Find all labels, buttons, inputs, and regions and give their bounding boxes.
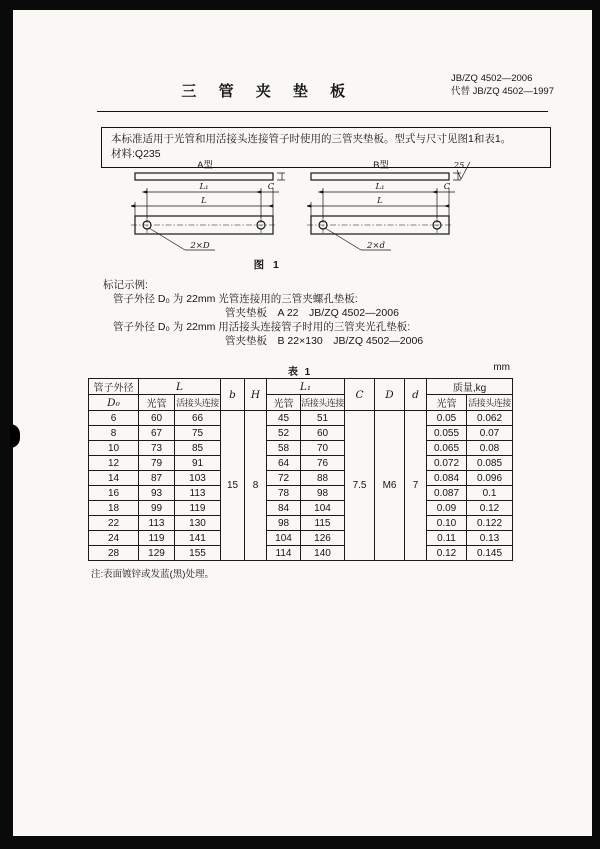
col-subheader-mass-plain: 光管 (427, 395, 467, 411)
cell-L-union: 103 (175, 471, 221, 486)
marking-example2-desc: 管子外径 D₀ 为 22mm 用活接头连接管子时用的三管夹光孔垫板: (113, 321, 411, 333)
hole-callout-a: 2×D (190, 241, 210, 251)
cell-mass-plain: 0.05 (427, 411, 467, 426)
cell-L1-plain: 64 (267, 456, 301, 471)
cell-L-plain: 99 (139, 501, 175, 516)
cell-mass-union: 0.1 (467, 486, 513, 501)
table-row (89, 441, 513, 456)
dim-L-label-a: L (201, 196, 207, 206)
table-row (89, 456, 513, 471)
cell-L1-plain: 78 (267, 486, 301, 501)
cell-d0: 10 (89, 441, 139, 456)
cell-b-merged: 15 (221, 411, 245, 561)
table-caption: 表 1 (287, 367, 313, 378)
table-row (89, 531, 513, 546)
cell-L-union: 113 (175, 486, 221, 501)
cell-L1-plain: 104 (267, 531, 301, 546)
cell-d0: 22 (89, 516, 139, 531)
cell-L-plain: 87 (139, 471, 175, 486)
cell-mass-union: 0.12 (467, 501, 513, 516)
cell-L1-plain: 72 (267, 471, 301, 486)
cell-d0: 14 (89, 471, 139, 486)
col-header-pipe-od: 管子外径 (89, 379, 139, 395)
cell-mass-union: 0.085 (467, 456, 513, 471)
title-rule (97, 111, 548, 112)
cell-mass-plain: 0.09 (427, 501, 467, 516)
cell-mass-union: 0.145 (467, 546, 513, 561)
cell-mass-plain: 0.087 (427, 486, 467, 501)
cell-L-union: 141 (175, 531, 221, 546)
marking-example2-code: 管夹垫板 B 22×130 JB/ZQ 4502—2006 (225, 335, 424, 347)
cell-L1-plain: 45 (267, 411, 301, 426)
col-header-C: C (345, 379, 375, 411)
cell-mass-union: 0.122 (467, 516, 513, 531)
col-header-d0: D₀ (89, 395, 139, 411)
side-view-a (135, 173, 273, 180)
col-subheader-L1-plain: 光管 (267, 395, 301, 411)
col-subheader-L-plain: 光管 (139, 395, 175, 411)
marking-example1-code: 管夹垫板 A 22 JB/ZQ 4502—2006 (225, 307, 399, 319)
dim-L1-label-b: L₁ (375, 182, 385, 192)
page-title: 三 管 夹 垫 板 (181, 83, 355, 100)
marking-example1-desc: 管子外径 D₀ 为 22mm 光管连接用的三管夹螺孔垫板: (113, 293, 358, 305)
cell-L-plain: 60 (139, 411, 175, 426)
document-page (13, 10, 592, 836)
col-header-L1: L₁ (267, 379, 345, 395)
cell-L-union: 119 (175, 501, 221, 516)
col-subheader-L-union: 活接头连接 (175, 395, 221, 411)
table-row (89, 546, 513, 561)
cell-C-merged: 7.5 (345, 411, 375, 561)
cell-L1-union: 104 (301, 501, 345, 516)
cell-d0: 24 (89, 531, 139, 546)
cell-L-union: 75 (175, 426, 221, 441)
cell-L-plain: 79 (139, 456, 175, 471)
cell-L-plain: 119 (139, 531, 175, 546)
cell-L-plain: 129 (139, 546, 175, 561)
cell-L1-union: 76 (301, 456, 345, 471)
cell-L-plain: 73 (139, 441, 175, 456)
cell-mass-union: 0.07 (467, 426, 513, 441)
dim-C-label-b: C (443, 182, 451, 192)
cell-L-union: 85 (175, 441, 221, 456)
dim-L1-label-a: L₁ (199, 182, 209, 192)
cell-mass-plain: 0.11 (427, 531, 467, 546)
cell-L-plain: 113 (139, 516, 175, 531)
cell-L1-plain: 58 (267, 441, 301, 456)
cell-L1-union: 51 (301, 411, 345, 426)
scope-text: 本标准适用于光管和用活接头连接管子时使用的三管夹垫板。型式与尺寸见图1和表1。 (111, 133, 512, 145)
cell-d0: 16 (89, 486, 139, 501)
cell-L1-union: 88 (301, 471, 345, 486)
cell-d0: 8 (89, 426, 139, 441)
dim-C-label-a: C (267, 182, 275, 192)
material-text: 材料:Q235 (111, 148, 161, 160)
spec-table-body (89, 411, 513, 561)
spec-table (88, 378, 513, 561)
cell-D-merged: M6 (375, 411, 405, 561)
cell-mass-union: 0.08 (467, 441, 513, 456)
type-a-label: A型 (197, 160, 213, 171)
cell-L1-plain: 84 (267, 501, 301, 516)
cell-d0: 28 (89, 546, 139, 561)
table-row (89, 501, 513, 516)
table-row (89, 411, 513, 426)
cell-mass-union: 0.062 (467, 411, 513, 426)
cell-L1-union: 60 (301, 426, 345, 441)
cell-L-union: 91 (175, 456, 221, 471)
side-view-b (311, 173, 449, 180)
col-header-b: b (221, 379, 245, 411)
marking-examples (103, 278, 423, 348)
marking-heading: 标记示例: (103, 279, 148, 291)
table-unit: mm (493, 362, 510, 373)
table-row (89, 426, 513, 441)
col-subheader-L1-union: 活接头连接 (301, 395, 345, 411)
cell-L-plain: 93 (139, 486, 175, 501)
type-a-drawing (131, 160, 301, 266)
standard-number: JB/ZQ 4502—2006 (451, 73, 533, 84)
cell-d0: 12 (89, 456, 139, 471)
type-b-label: B型 (373, 160, 389, 171)
cell-d-merged: 7 (405, 411, 427, 561)
cell-L-plain: 67 (139, 426, 175, 441)
cell-L1-plain: 52 (267, 426, 301, 441)
cell-mass-union: 0.096 (467, 471, 513, 486)
col-header-D: D (375, 379, 405, 411)
cell-d0: 18 (89, 501, 139, 516)
cell-mass-plain: 0.12 (427, 546, 467, 561)
cell-L1-plain: 114 (267, 546, 301, 561)
cell-d0: 6 (89, 411, 139, 426)
cell-L1-union: 126 (301, 531, 345, 546)
roughness-value: 25 (453, 161, 465, 171)
table-row (89, 486, 513, 501)
replaced-standard: 代替 JB/ZQ 4502—1997 (451, 86, 554, 97)
hole-callout-b: 2×d (367, 241, 385, 251)
cell-L1-union: 140 (301, 546, 345, 561)
col-header-mass: 质量,kg (427, 379, 513, 395)
table-row (89, 471, 513, 486)
dim-L-label-b: L (377, 196, 383, 206)
type-b-drawing (307, 160, 477, 266)
cell-mass-plain: 0.10 (427, 516, 467, 531)
col-header-d: d (405, 379, 427, 411)
table-note: 注:表面镀锌或发蓝(黑)处理。 (91, 569, 214, 580)
cell-L-union: 130 (175, 516, 221, 531)
cell-mass-plain: 0.072 (427, 456, 467, 471)
table-caption-row (88, 363, 512, 376)
cell-mass-plain: 0.055 (427, 426, 467, 441)
cell-H-merged: 8 (245, 411, 267, 561)
col-header-L: L (139, 379, 221, 395)
cell-L1-union: 70 (301, 441, 345, 456)
cell-mass-plain: 0.084 (427, 471, 467, 486)
cell-L-union: 66 (175, 411, 221, 426)
cell-L1-plain: 98 (267, 516, 301, 531)
col-header-H: H (245, 379, 267, 411)
cell-mass-union: 0.13 (467, 531, 513, 546)
cell-L-union: 155 (175, 546, 221, 561)
cell-L1-union: 98 (301, 486, 345, 501)
figure-caption: 图 1 (253, 259, 282, 271)
cell-L1-union: 115 (301, 516, 345, 531)
table-row (89, 516, 513, 531)
col-subheader-mass-union: 活接头连接 (467, 395, 513, 411)
cell-mass-plain: 0.065 (427, 441, 467, 456)
